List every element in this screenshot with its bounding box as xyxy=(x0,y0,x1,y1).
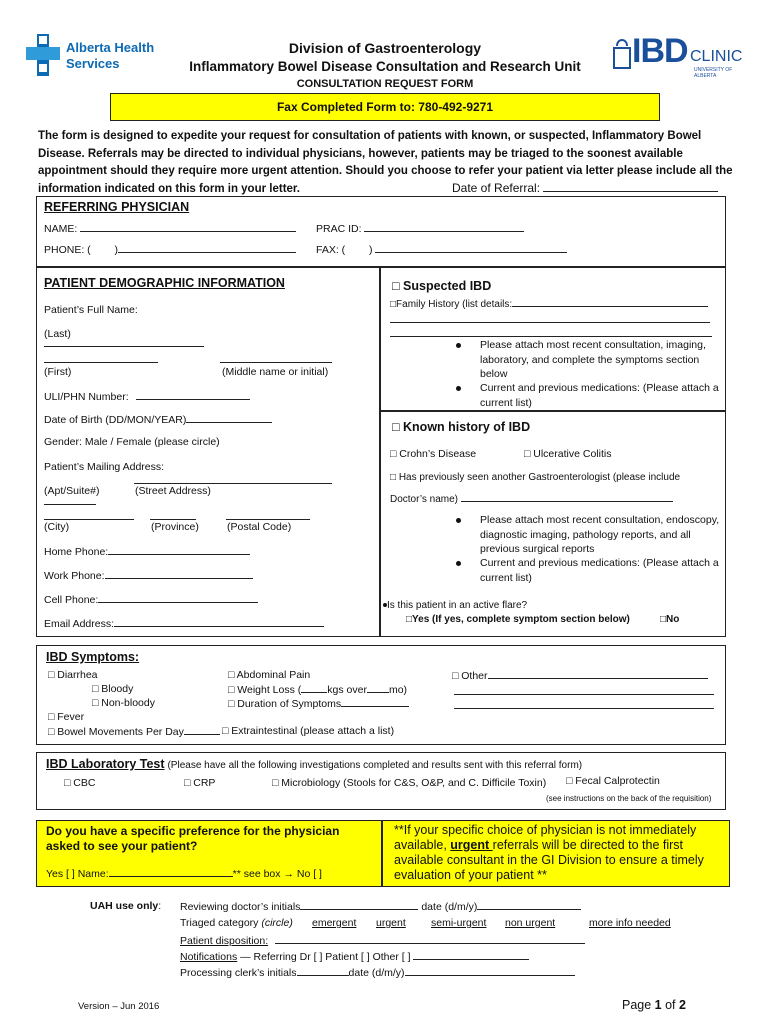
abdominal-pain-checkbox[interactable]: □ Abdominal Pain xyxy=(228,669,311,681)
province-label: (Province) xyxy=(151,521,199,533)
suspected-heading[interactable]: □ Suspected IBD xyxy=(392,279,492,293)
email-label: Email Address: xyxy=(44,618,115,630)
notifications-label: Notifications xyxy=(180,951,238,963)
family-history-line3[interactable] xyxy=(390,327,712,337)
disposition-field[interactable] xyxy=(275,934,585,944)
intro-paragraph: The form is designed to expedite your request for consultation of patients with known, or suspected, Inflammatory Bowel Disease. Referrals may be directed to individual physicians, however, patients may be triaged to the soonest available appointment should they require more urgent attention. Should you choose to refer your patient via letter please include all the information indicated on this form in your letter. xyxy=(38,130,733,195)
page-number xyxy=(622,998,686,1012)
suspected-bullet-2: Current and previous medications: (Please attach a current list) xyxy=(480,382,719,409)
reviewing-label: Reviewing doctor’s initials xyxy=(180,901,301,913)
ibd-logo-icon xyxy=(612,36,632,70)
date2-label: date (d/m/y) xyxy=(348,967,405,979)
ref-name-label: NAME: xyxy=(44,223,78,235)
ahs-logo-line1: Alberta Health xyxy=(66,40,155,55)
processing-label: Processing clerk’s initials xyxy=(180,967,297,979)
family-history-field[interactable] xyxy=(512,297,708,307)
weight-loss-mo-field[interactable] xyxy=(367,683,389,693)
other-field[interactable] xyxy=(488,669,708,679)
postal-label: (Postal Code) xyxy=(227,521,292,533)
middle-name-field[interactable] xyxy=(220,353,332,363)
other-checkbox[interactable]: □ Other xyxy=(452,670,488,682)
fecal-checkbox[interactable]: □ Fecal Calprotectin xyxy=(566,775,660,787)
apt-field[interactable] xyxy=(44,495,96,505)
ref-fax-close: ) xyxy=(369,244,373,256)
ahs-logo xyxy=(26,34,166,78)
city-field[interactable] xyxy=(44,510,134,520)
other-line3[interactable] xyxy=(454,699,714,709)
fax-banner xyxy=(110,93,660,121)
uli-field[interactable] xyxy=(136,390,250,400)
seen-other-checkbox[interactable]: □ Has previously seen another Gastroenterologist (please include xyxy=(390,472,681,483)
city-label: (City) xyxy=(44,521,70,533)
ref-name-field[interactable] xyxy=(80,222,296,232)
diarrhea-checkbox[interactable]: □ Diarrhea xyxy=(48,669,98,681)
flare-question: Is this patient in an active flare? xyxy=(387,600,528,611)
ibd-clinic-logo xyxy=(612,32,752,79)
lab-heading: IBD Laboratory Test xyxy=(46,757,165,771)
date-of-referral-label: Date of Referral: xyxy=(452,181,541,195)
notifications-options[interactable]: — Referring Dr [ ] Patient [ ] Other [ ] xyxy=(237,951,411,963)
title-division: Division of Gastroenterology xyxy=(288,40,482,56)
home-phone-label: Home Phone: xyxy=(44,546,109,558)
crp-checkbox[interactable]: □ CRP xyxy=(184,777,216,789)
weight-loss-kgs-over: kgs over xyxy=(327,684,367,696)
full-name-label: Patient’s Full Name: xyxy=(44,304,138,316)
duration-field[interactable] xyxy=(341,697,409,707)
family-history-checkbox[interactable]: □Family History (list details: xyxy=(390,299,513,310)
weight-loss-mo: mo) xyxy=(388,684,408,696)
ref-pracid-label: PRAC ID: xyxy=(316,223,362,235)
date1-label: date (d/m/y) xyxy=(421,901,478,913)
bullet-icon xyxy=(456,561,461,566)
doctor-name-field[interactable] xyxy=(461,492,673,502)
notifications-other-field[interactable] xyxy=(413,950,529,960)
pref-no-checkbox[interactable]: No [ ] xyxy=(296,868,322,880)
bullet-icon xyxy=(456,386,461,391)
title-unit: Inflammatory Bowel Disease Consultation and Research Unit xyxy=(189,59,581,74)
urgent-notice-b: referrals will be directed to the first available consultant in the GI Division to ensure a timely evaluation of your patient ** xyxy=(394,838,704,882)
triage-semi-urgent[interactable]: semi-urgent xyxy=(431,917,487,929)
dob-field[interactable] xyxy=(186,413,272,423)
weight-loss-checkbox[interactable]: □ Weight Loss ( xyxy=(228,684,302,696)
last-label: (Last) xyxy=(44,328,71,340)
triage-non-urgent[interactable]: non urgent xyxy=(505,917,556,929)
page-current: 1 xyxy=(654,998,662,1012)
processing-field[interactable] xyxy=(297,966,349,976)
home-phone-field[interactable] xyxy=(108,545,250,555)
preference-question: Do you have a specific preference for the physician asked to see your patient? xyxy=(46,824,340,853)
demographic-heading: PATIENT DEMOGRAPHIC INFORMATION xyxy=(44,276,285,290)
micro-checkbox[interactable]: □ Microbiology (Stools for C&S, O&P, and C. Difficile Toxin) xyxy=(272,777,547,789)
ref-phone-label: PHONE: ( xyxy=(44,244,91,256)
triage-emergent[interactable]: emergent xyxy=(312,917,357,929)
email-field[interactable] xyxy=(114,617,324,627)
first-name-field[interactable] xyxy=(44,353,158,363)
uah-label: UAH use only xyxy=(90,900,159,912)
middle-label: (Middle name or initial) xyxy=(222,366,329,378)
fever-checkbox[interactable]: □ Fever xyxy=(48,711,85,723)
cell-phone-field[interactable] xyxy=(98,593,258,603)
suspected-bullet-1: Please attach most recent consultation, imaging, laboratory, and complete the symptoms section below xyxy=(480,339,706,380)
title-form: CONSULTATION REQUEST FORM xyxy=(296,78,474,90)
family-history-line2[interactable] xyxy=(390,313,710,323)
disposition-label: Patient disposition: xyxy=(180,935,269,947)
uli-label: ULI/PHN Number: xyxy=(44,391,129,403)
triage-urgent[interactable]: urgent xyxy=(376,917,406,929)
ahs-logo-line2: Services xyxy=(66,56,120,71)
flare-yes-checkbox[interactable]: □Yes (If yes, complete symptom section below) xyxy=(406,614,630,625)
uc-checkbox[interactable]: □ Ulcerative Colitis xyxy=(524,448,612,460)
fax-banner-text: Fax Completed Form to: 780-492-9271 xyxy=(276,100,494,114)
known-bullet-2: Current and previous medications: (Please attach a current list) xyxy=(480,557,719,584)
ref-fax-label: FAX: ( xyxy=(316,244,346,256)
street-label: (Street Address) xyxy=(135,485,211,497)
date1-field[interactable] xyxy=(477,900,581,910)
weight-loss-kg-field[interactable] xyxy=(301,683,327,693)
reviewing-field[interactable] xyxy=(300,900,418,910)
triage-more-info[interactable]: more info needed xyxy=(589,917,671,929)
urgent-notice-urgent: urgent xyxy=(450,838,493,852)
apt-label: (Apt/Suite#) xyxy=(44,485,100,497)
date-of-referral-field[interactable] xyxy=(543,180,718,192)
cell-phone-label: Cell Phone: xyxy=(44,594,99,606)
bullet-icon xyxy=(456,343,461,348)
bm-per-day-field[interactable] xyxy=(184,725,220,735)
province-field[interactable] xyxy=(150,510,196,520)
other-line2[interactable] xyxy=(454,685,714,695)
cbc-checkbox[interactable]: □ CBC xyxy=(64,777,96,789)
ahs-cross-icon xyxy=(26,34,60,76)
page-word: Page xyxy=(622,998,655,1012)
ibd-logo-sub: UNIVERSITY OF ALBERTA xyxy=(694,67,733,79)
ref-fax-field[interactable] xyxy=(375,243,567,253)
ref-phone-close: ) xyxy=(114,244,119,256)
duration-checkbox[interactable]: □ Duration of Symptoms xyxy=(228,698,342,710)
extraintestinal-checkbox[interactable]: □ Extraintestinal (please attach a list) xyxy=(222,725,395,737)
urgent-notice-a: **If your specific choice of physician is not immediately available, xyxy=(394,823,697,852)
first-label: (First) xyxy=(44,366,72,378)
ref-pracid-field[interactable] xyxy=(364,222,524,232)
version-label: Version – Jun 2016 xyxy=(78,1001,160,1012)
urgent-notice xyxy=(394,823,724,883)
known-bullet-1: Please attach most recent consultation, endoscopy, diagnostic imaging, pathology reports, and all previous surgical reports xyxy=(480,514,720,555)
page-total: 2 xyxy=(679,998,686,1012)
ibd-logo-clinic: CLINIC xyxy=(690,48,743,65)
postal-field[interactable] xyxy=(226,510,310,520)
lab-instructions: (see instructions on the back of the requisition) xyxy=(546,794,712,803)
arrow-right-icon: → xyxy=(283,868,294,880)
last-name-field[interactable] xyxy=(44,337,204,347)
triaged-label: Triaged category xyxy=(180,917,262,929)
bloody-checkbox[interactable]: □ Bloody xyxy=(92,683,134,695)
date2-field[interactable] xyxy=(405,966,575,976)
bullet-icon xyxy=(456,518,461,523)
known-heading[interactable]: □ Known history of IBD xyxy=(392,420,531,434)
street-field[interactable] xyxy=(134,474,332,484)
symptoms-heading: IBD Symptoms: xyxy=(46,650,140,664)
bm-per-day-checkbox[interactable]: □ Bowel Movements Per Day xyxy=(48,726,184,738)
ref-phone-field[interactable] xyxy=(118,243,296,253)
doctor-name-label: Doctor’s name) xyxy=(390,494,458,505)
lab-note: (Please have all the following investigations completed and results sent with this referral form) xyxy=(167,760,583,771)
nonbloody-checkbox[interactable]: □ Non-bloody xyxy=(92,697,155,709)
mailing-label: Patient’s Mailing Address: xyxy=(44,461,165,473)
triaged-circle: (circle) xyxy=(261,917,293,929)
flare-no-checkbox[interactable]: □No xyxy=(660,614,680,625)
pref-yes-checkbox[interactable]: Yes [ ] Name: xyxy=(46,868,109,880)
pref-name-field[interactable] xyxy=(109,867,233,877)
referring-heading: REFERRING PHYSICIAN xyxy=(44,200,190,214)
work-phone-field[interactable] xyxy=(105,569,253,579)
crohns-checkbox[interactable]: □ Crohn’s Disease xyxy=(390,448,477,460)
ibd-logo-main: IBD xyxy=(632,32,688,70)
uah-colon: : xyxy=(158,900,162,912)
page-of: of xyxy=(661,998,679,1012)
see-box-label: ** see box xyxy=(232,868,281,880)
work-phone-label: Work Phone: xyxy=(44,570,105,582)
gender-label: Gender: Male / Female (please circle) xyxy=(44,436,220,448)
dob-label: Date of Birth (DD/MON/YEAR) xyxy=(44,414,187,426)
